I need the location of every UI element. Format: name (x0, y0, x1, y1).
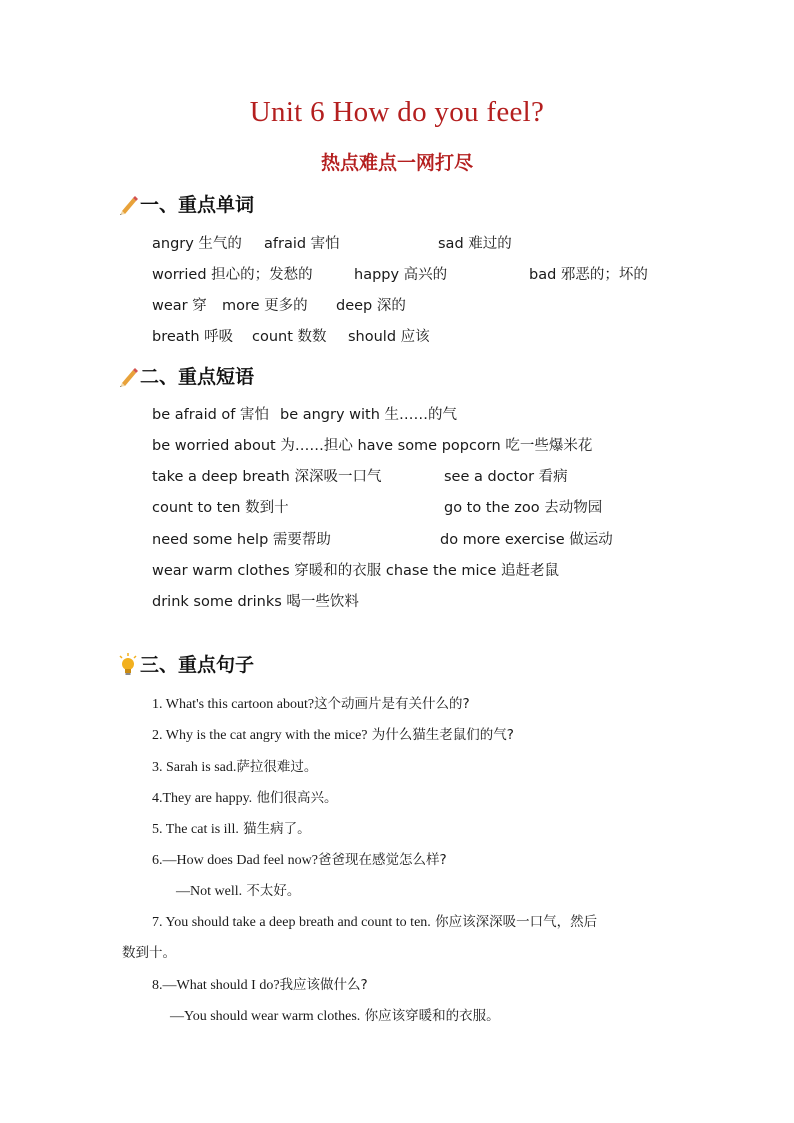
word-entry: count 数数 (252, 329, 327, 345)
phrase-entry: wear warm clothes 穿暖和的衣服 chase the mice 追赶老鼠 (152, 563, 560, 579)
word-entry: angry 生气的 (152, 236, 242, 252)
sentence-reply (176, 879, 300, 900)
word-entry: wear 穿 (152, 298, 207, 314)
sentence (152, 910, 597, 931)
lightbulb-icon (118, 653, 138, 675)
sentence-en: 5. The cat is ill. (152, 822, 239, 837)
sentence-zh: 不太好。 (242, 883, 301, 899)
sentence-en: 4.They are happy. (152, 791, 253, 806)
phrase-entry: drink some drinks 喝一些饮料 (152, 594, 359, 610)
phrase-entry: be worried about 为……担心 have some popcorn 吃一些爆米花 (152, 438, 593, 454)
phrase-entry: count to ten 数到十 (152, 500, 289, 516)
word-entry: bad 邪恶的；坏的 (529, 267, 648, 283)
page-subtitle: 热点难点一网打尽 (320, 152, 473, 174)
word-entry: worried 担心的；发愁的 (152, 267, 313, 283)
sentence-zh: 你应该深深吸一口气，然后 (430, 914, 598, 930)
word-entry: more 更多的 (222, 298, 308, 314)
sentence (152, 973, 368, 994)
sentence-en: 3. Sarah is sad. (152, 760, 237, 775)
section-title: 三、重点句子 (140, 654, 255, 676)
sentence-zh: 我应该做什么? (279, 977, 368, 993)
word-entry: deep 深的 (336, 298, 406, 314)
sentence-zh: 萨拉很难过。 (236, 759, 318, 775)
phrase-entry: go to the zoo 去动物园 (444, 500, 603, 516)
sentence-reply (170, 1004, 500, 1025)
sentence-zh: 猫生病了。 (238, 821, 311, 837)
sentence-en: 8.—What should I do? (152, 978, 280, 993)
word-entry: sad 难过的 (438, 236, 512, 252)
section-heading-phrases (118, 362, 254, 389)
sentence-en: 6.—How does Dad feel now? (152, 853, 319, 868)
sentence-zh: 这个动画片是有关什么的? (314, 696, 470, 712)
word-entry: should 应该 (348, 329, 430, 345)
sentence-en: 1. What's this cartoon about? (152, 697, 315, 712)
word-entry: afraid 害怕 (264, 236, 340, 252)
word-entry: happy 高兴的 (354, 267, 448, 283)
phrase-entry: need some help 需要帮助 (152, 532, 331, 548)
section-heading-words (118, 190, 254, 217)
section-title: 二、重点短语 (140, 366, 255, 388)
phrase-entry: see a doctor 看病 (444, 469, 568, 485)
word-entry: breath 呼吸 (152, 329, 234, 345)
sentence (152, 786, 337, 807)
sentence (152, 723, 514, 744)
sentence-zh: 他们很高兴。 (252, 790, 338, 806)
page-title: Unit 6 How do you feel? (249, 96, 545, 128)
section-title: 一、重点单词 (140, 194, 255, 216)
sentence (152, 755, 317, 776)
sentence-zh: 为什么猫生老鼠们的气? (367, 727, 514, 743)
sentence-zh: 数到十。 (122, 945, 176, 961)
section-heading-sentences (118, 650, 254, 677)
sentence-continuation (122, 941, 176, 962)
sentence (152, 692, 470, 713)
pencil-icon (118, 193, 138, 215)
phrase-entry: do more exercise 做运动 (440, 532, 613, 548)
pencil-icon (118, 365, 138, 387)
phrase-entry: be afraid of 害怕 (152, 407, 269, 423)
sentence-en: —Not well. (176, 884, 243, 899)
phrase-entry: be angry with 生……的气 (280, 407, 458, 423)
sentence-en: 2. Why is the cat angry with the mice? (152, 728, 368, 743)
phrase-entry: take a deep breath 深深吸一口气 (152, 469, 382, 485)
sentence-zh: 你应该穿暖和的衣服。 (360, 1008, 500, 1024)
sentence-en: —You should wear warm clothes. (170, 1009, 361, 1024)
sentence (152, 848, 447, 869)
sentence-en: 7. You should take a deep breath and count to ten. (152, 915, 431, 930)
sentence (152, 817, 311, 838)
sentence-zh: 爸爸现在感觉怎么样? (318, 852, 447, 868)
